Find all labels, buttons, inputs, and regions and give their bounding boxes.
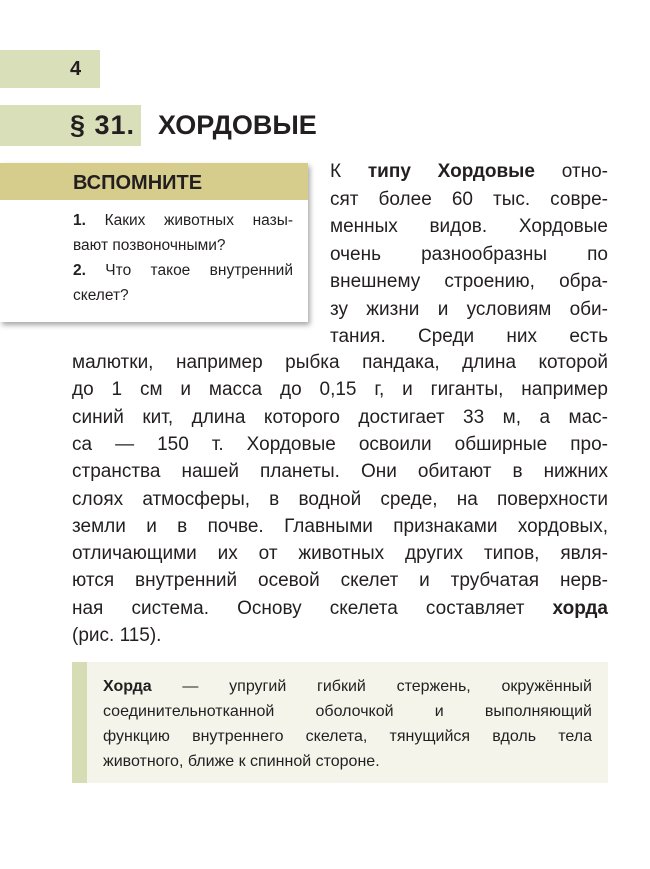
body-line: зу жизни и условиям оби- [330, 298, 608, 320]
body-line: земли и в почве. Главными признаками хордовых, [72, 515, 608, 537]
text: — упругий гибкий стержень, окружённый [151, 678, 592, 695]
body-line: внешнему строению, обра- [330, 271, 608, 292]
page-number: 4 [70, 58, 82, 80]
body-line: странства нашей планеты. Они обитают в нижних [72, 461, 608, 483]
body-line: сят более 60 тыс. совре- [330, 188, 608, 210]
remind-question-1 [73, 211, 293, 231]
body-line [72, 597, 608, 621]
body-line: са — 150 т. Хордовые освоили обширные про- [72, 433, 608, 455]
body-line: менных видов. Хордовые [330, 216, 608, 237]
remind-box [0, 163, 308, 322]
bold-term: типу Хордовые [367, 161, 535, 182]
remind-title: ВСПОМНИТЕ [73, 172, 203, 194]
remind-question-2-cont: скелет? [73, 287, 129, 304]
body-line: (рис. 115). [72, 625, 162, 646]
remind-question-1-cont: вают позвоночными? [73, 237, 226, 254]
text: К [330, 161, 368, 182]
page-number-box [0, 50, 100, 88]
bold-term: хорда [552, 598, 608, 619]
body-line: слоях атмосферы, в водной среде, на поверхности [72, 488, 608, 510]
body-line: ются внутренний осевой скелет и трубчатая нерв- [72, 570, 608, 592]
question-text: Что такое внутренний [85, 262, 293, 279]
question-number: 1. [73, 212, 86, 229]
body-line: до 1 см и масса до 0,15 г, и гиганты, например [72, 379, 608, 401]
definition-line: функцию внутреннего скелета, тянущийся вдоль тела [103, 728, 592, 745]
remind-question-2 [73, 261, 293, 281]
definition-line: соединительнотканной оболочкой и выполняющий [103, 703, 592, 720]
body-line: отличающими их от животных других типов, явля- [72, 543, 608, 565]
body-line: очень разнообразны по [330, 243, 608, 265]
definition-line [103, 677, 592, 697]
text: ная система. Основу скелета составляет [72, 598, 553, 619]
definition-term: Хорда [103, 678, 152, 695]
definition-accent-bar [72, 662, 87, 783]
body-line: малютки, например рыбка пандака, длина которой [72, 352, 608, 373]
question-number: 2. [73, 262, 86, 279]
section-number: § 31. [70, 110, 136, 140]
section-title: ХОРДОВЫЕ [158, 110, 317, 140]
definition-line: животного, ближе к спинной стороне. [103, 753, 380, 770]
body-line [330, 160, 608, 184]
text: отно- [534, 161, 608, 182]
body-line: синий кит, длина которого достигает 33 м, а мас- [72, 406, 608, 428]
body-line: тания. Среди них есть [330, 326, 608, 347]
question-text: Каких животных назы- [85, 212, 293, 229]
